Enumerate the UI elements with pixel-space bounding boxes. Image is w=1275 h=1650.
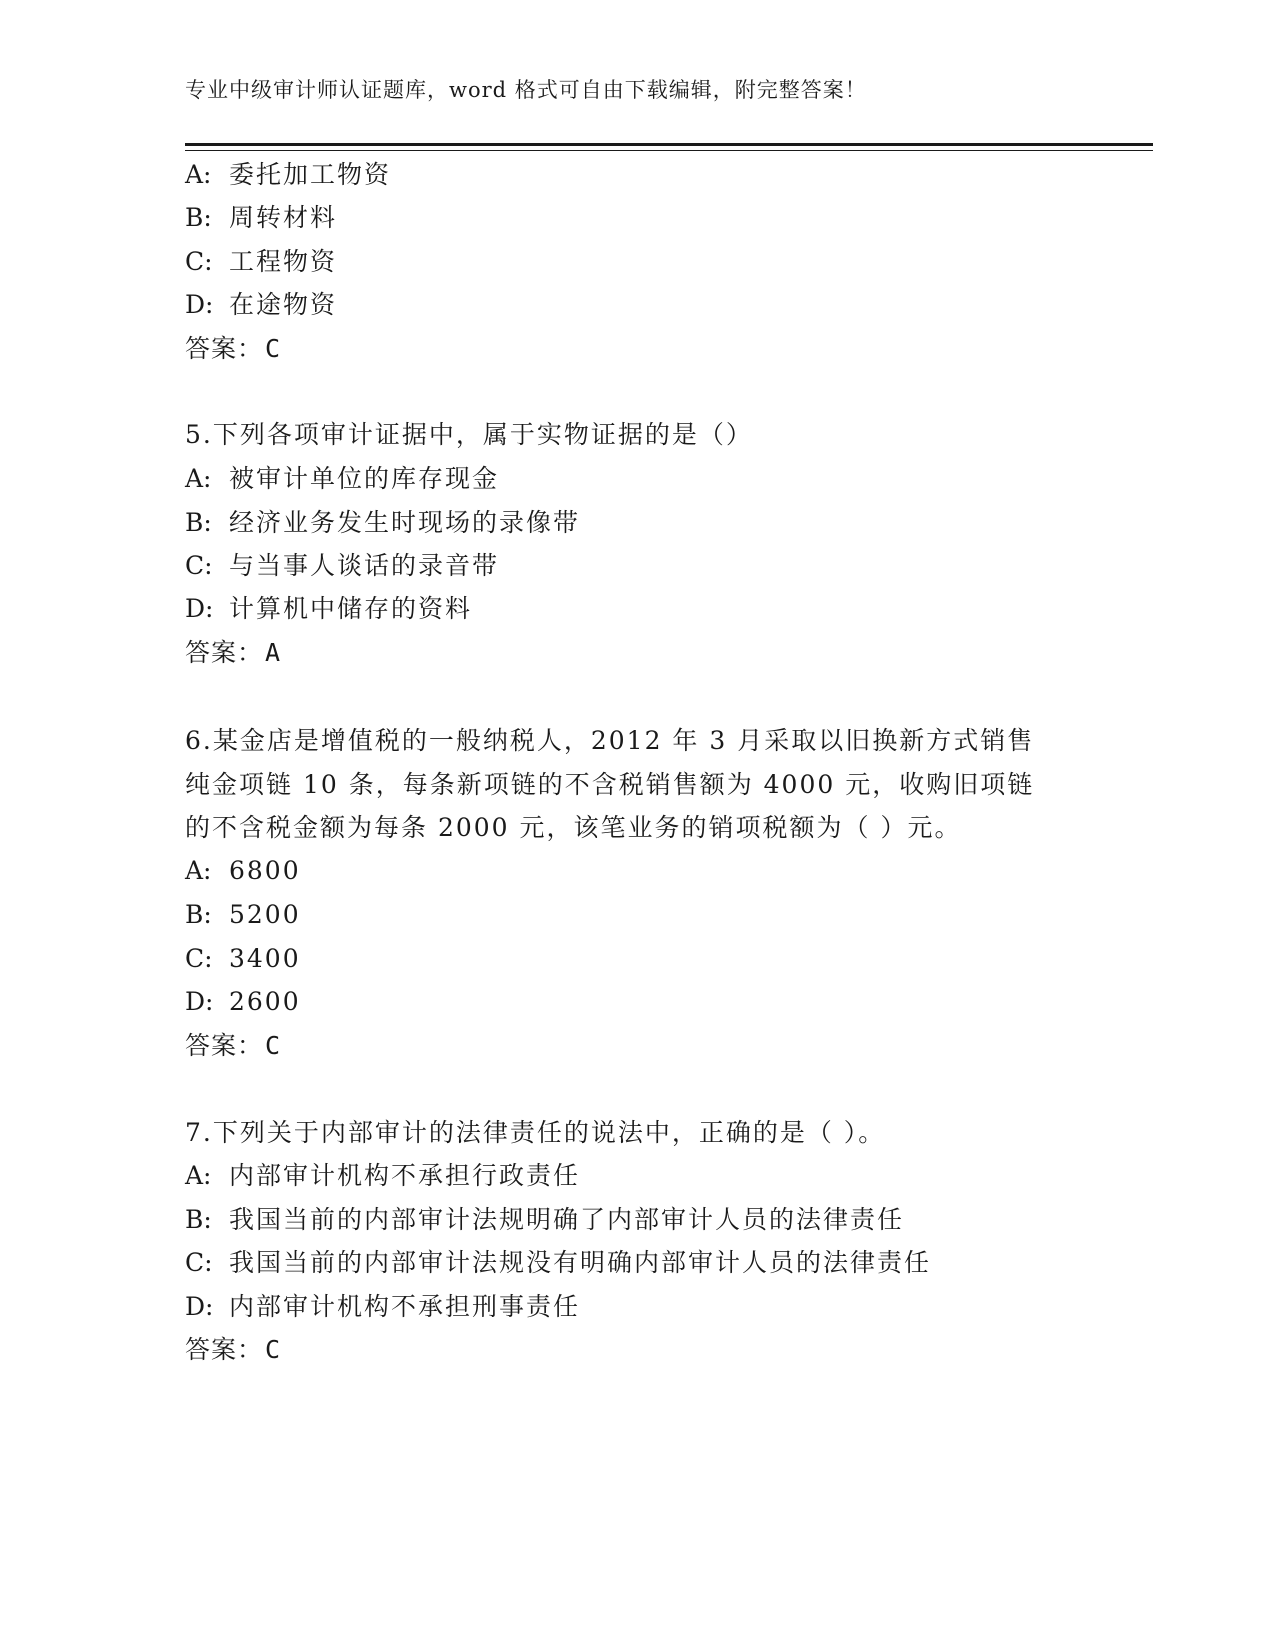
option-text: 在途物资 <box>229 290 338 319</box>
prev-option-b <box>185 203 337 233</box>
q5-option-a <box>185 464 499 494</box>
answer-label: 答案： <box>185 1031 264 1060</box>
option-letter: B: <box>185 508 212 537</box>
option-letter: A: <box>185 856 212 885</box>
option-text: 我国当前的内部审计法规没有明确内部审计人员的法律责任 <box>229 1248 932 1277</box>
option-text: 内部审计机构不承担行政责任 <box>229 1161 581 1190</box>
answer-value: C <box>265 334 282 363</box>
option-letter: C: <box>185 944 213 973</box>
prev-option-c <box>185 247 337 277</box>
page-header: 专业中级审计师认证题库，word 格式可自由下载编辑，附完整答案！ <box>185 78 867 102</box>
option-text: 内部审计机构不承担刑事责任 <box>229 1292 581 1321</box>
prev-option-d <box>185 290 337 320</box>
option-text: 6800 <box>229 856 301 885</box>
prev-answer <box>185 334 281 364</box>
header-rule-thin <box>185 150 1153 151</box>
q6-option-b <box>185 900 301 930</box>
option-letter: D: <box>185 987 214 1016</box>
option-letter: B: <box>185 900 212 929</box>
option-letter: C: <box>185 551 213 580</box>
option-letter: D: <box>185 1292 214 1321</box>
option-letter: D: <box>185 290 214 319</box>
option-letter: A: <box>185 1161 212 1190</box>
option-letter: B: <box>185 203 212 232</box>
answer-label: 答案： <box>185 334 264 363</box>
option-text: 工程物资 <box>229 247 338 276</box>
header-rule-thick <box>185 143 1153 146</box>
option-letter: B: <box>185 1205 212 1234</box>
q6-stem-line-1: 6.某金店是增值税的一般纳税人，2012 年 3 月采取以旧换新方式销售 <box>185 726 1035 755</box>
q6-answer <box>185 1031 281 1061</box>
option-text: 我国当前的内部审计法规明确了内部审计人员的法律责任 <box>229 1205 905 1234</box>
q7-option-c <box>185 1248 931 1278</box>
option-text: 2600 <box>229 987 301 1016</box>
q6-stem-line-2: 纯金项链 10 条，每条新项链的不含税销售额为 4000 元，收购旧项链 <box>185 770 1035 799</box>
answer-label: 答案： <box>185 1335 264 1364</box>
q7-option-d <box>185 1292 580 1322</box>
q5-option-c <box>185 551 499 581</box>
option-text: 3400 <box>229 944 301 973</box>
q5-stem: 5.下列各项审计证据中，属于实物证据的是（） <box>185 420 753 449</box>
option-text: 5200 <box>229 900 301 929</box>
prev-option-a <box>185 160 391 190</box>
option-text: 被审计单位的库存现金 <box>229 464 500 493</box>
option-letter: C: <box>185 1248 213 1277</box>
q7-option-a <box>185 1161 580 1191</box>
q5-answer <box>185 638 281 668</box>
answer-value: A <box>265 638 282 667</box>
option-text: 委托加工物资 <box>229 160 392 189</box>
q7-option-b <box>185 1205 904 1235</box>
q5-option-b <box>185 508 580 538</box>
option-letter: C: <box>185 247 213 276</box>
option-text: 经济业务发生时现场的录像带 <box>229 508 581 537</box>
option-letter: D: <box>185 594 214 623</box>
q6-stem-line-3: 的不含税金额为每条 2000 元，该笔业务的销项税额为（ ）元。 <box>185 813 962 842</box>
answer-value: C <box>265 1335 282 1364</box>
q7-answer <box>185 1335 281 1365</box>
q5-option-d <box>185 594 472 624</box>
option-letter: A: <box>185 464 212 493</box>
q6-option-d <box>185 987 301 1017</box>
option-letter: A: <box>185 160 212 189</box>
option-text: 与当事人谈话的录音带 <box>229 551 500 580</box>
answer-label: 答案： <box>185 638 264 667</box>
q6-option-a <box>185 856 301 886</box>
option-text: 周转材料 <box>229 203 338 232</box>
q6-option-c <box>185 944 301 974</box>
option-text: 计算机中储存的资料 <box>229 594 473 623</box>
answer-value: C <box>265 1031 282 1060</box>
q7-stem: 7.下列关于内部审计的法律责任的说法中，正确的是（ ）。 <box>185 1118 886 1147</box>
